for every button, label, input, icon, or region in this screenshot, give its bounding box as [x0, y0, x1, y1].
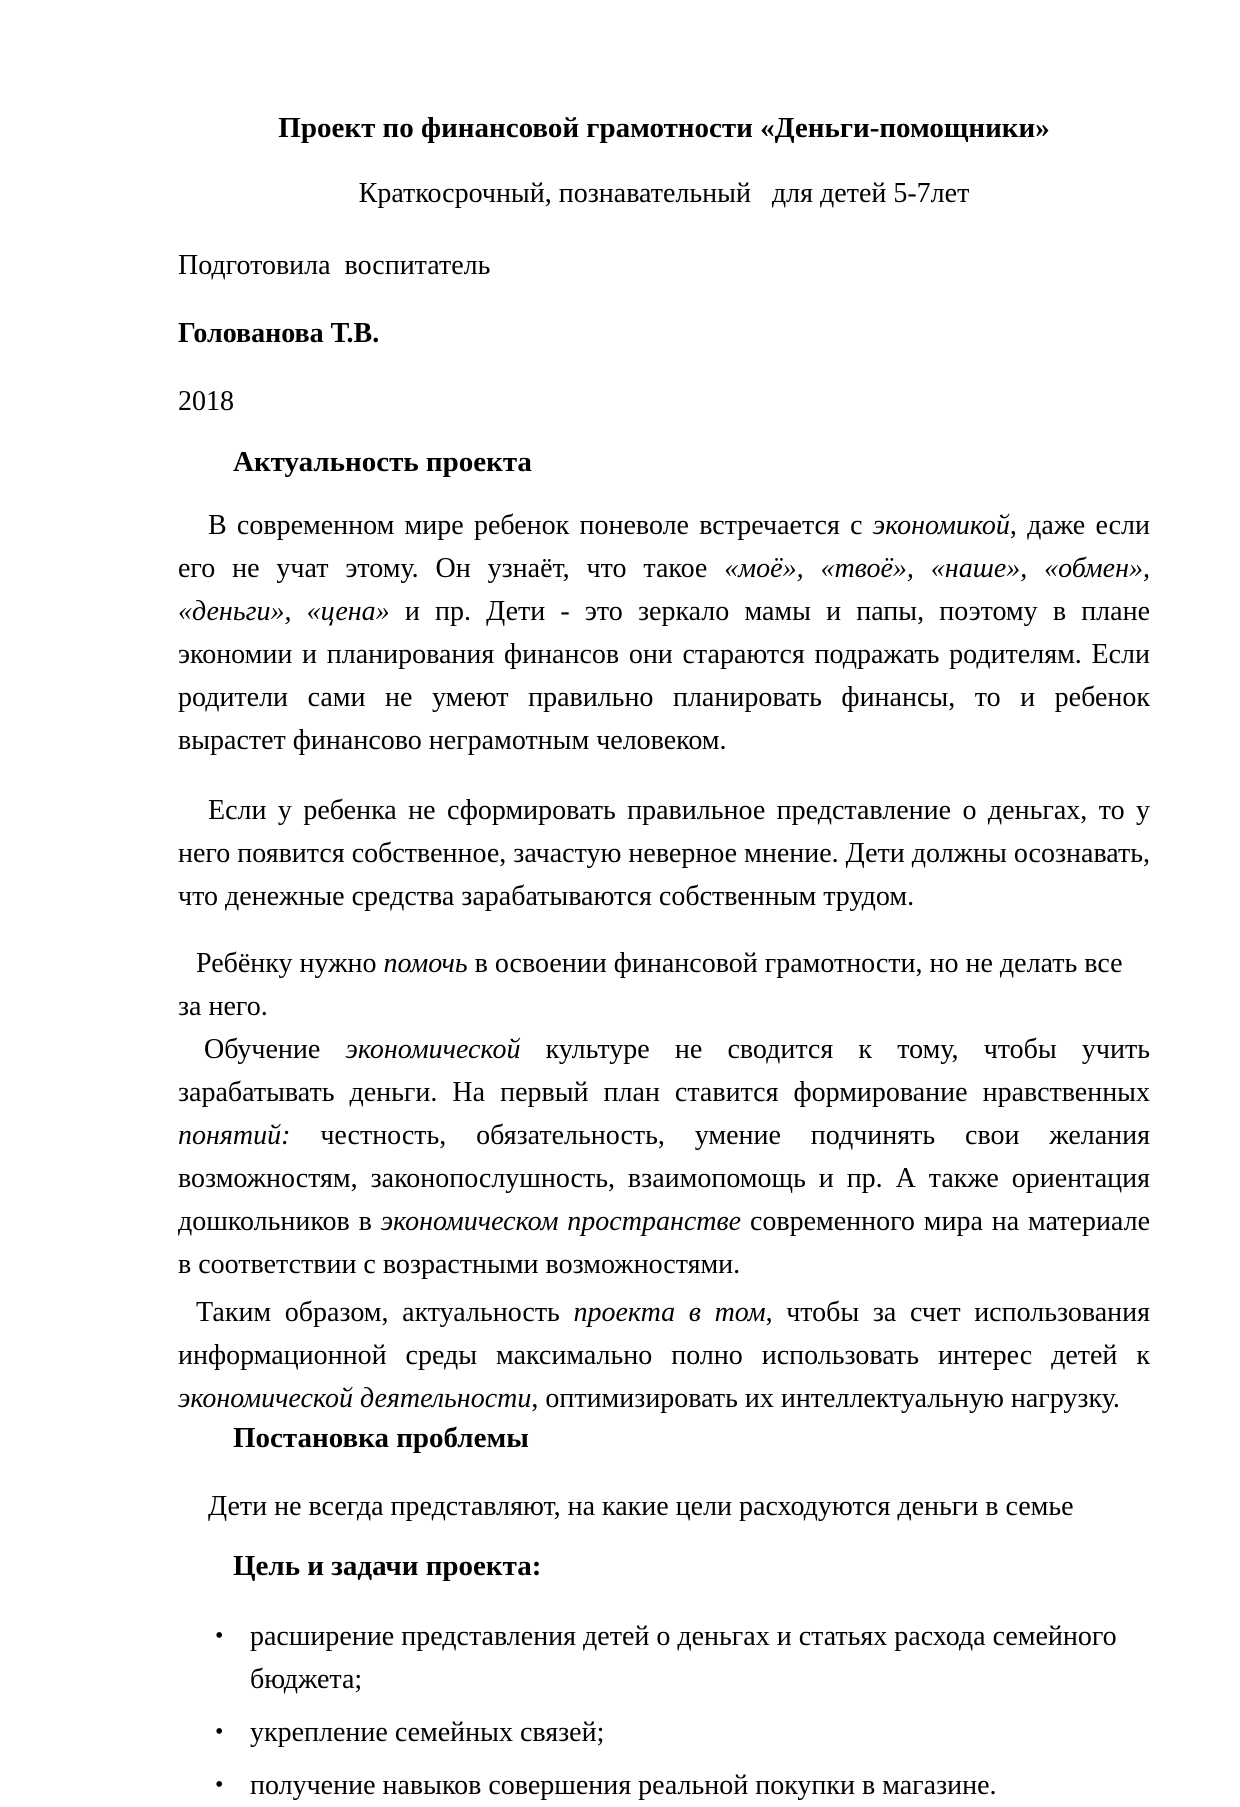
relevance-paragraph-3: Ребёнку нужно помочь в освоении финансовой грамотности, но не делать все за него. [178, 948, 1123, 1022]
prepared-by-line: Подготовила воспитатель [178, 250, 491, 281]
problem-statement-text: Дети не всегда представляют, на какие цели расходуются деньги в семье [208, 1491, 1074, 1522]
section-heading-problem: Постановка проблемы [233, 1422, 529, 1454]
section-heading-goals: Цель и задачи проекта: [233, 1550, 542, 1582]
document-subtitle: Краткосрочный, познавательный для детей 5-7лет [358, 178, 970, 209]
document-title: Проект по финансовой грамотности «Деньги-помощники» [278, 112, 1050, 144]
section-heading-relevance: Актуальность проекта [233, 446, 532, 478]
list-item [215, 1615, 1150, 1701]
list-item-text: получение навыков совершения реальной покупки в магазине. [250, 1770, 997, 1801]
bullet-icon: • [215, 1719, 224, 1745]
relevance-paragraph-1: В современном мире ребенок поневоле встречается с экономикой, даже если его не учат этому. Он узнаёт, что такое «моё», «твоё», «наше», «обмен», «деньги», «цена» и пр. Дети - это зеркало мамы и папы, поэтому в плане экономии и планирования финансов они стараются подражать родителям. Если родители сами не умеют правильно планировать финансы, то и ребенок вырастет финансово неграмотным человеком. [178, 510, 1150, 756]
bullet-icon: • [215, 1623, 224, 1649]
relevance-paragraph-4: Обучение экономической культуре не сводится к тому, чтобы учить зарабатывать деньги. На первый план ставится формирование нравственных понятий: честность, обязательность, умение подчинять свои желания возможностям, законопослушность, взаимопомощь и пр. А также ориентация дошкольников в экономическом пространстве современного мира на материале в соответствии с возрастными возможностями. [178, 1034, 1150, 1280]
list-item-text: расширение представления детей о деньгах и статьях расхода семейного бюджета; [250, 1621, 1117, 1695]
list-item-text: укрепление семейных связей; [250, 1717, 605, 1748]
list-item [215, 1764, 1150, 1807]
relevance-paragraph-2: Если у ребенка не сформировать правильное представление о деньгах, то у него появится собственное, зачастую неверное мнение. Дети должны осознавать, что денежные средства зарабатываются собственным трудом. [178, 795, 1150, 912]
goals-list [178, 1615, 1150, 1807]
year-line: 2018 [178, 386, 234, 417]
bullet-icon: • [215, 1772, 224, 1798]
relevance-paragraph-5: Таким образом, актуальность проекта в том, чтобы за счет использования информационной среды максимально полно использовать интерес детей к экономической деятельности, оптимизировать их интеллектуальную нагрузку. [178, 1297, 1150, 1414]
byline-block [178, 250, 1150, 418]
author-line: Голованова Т.В. [178, 318, 380, 349]
list-item [215, 1711, 1150, 1754]
